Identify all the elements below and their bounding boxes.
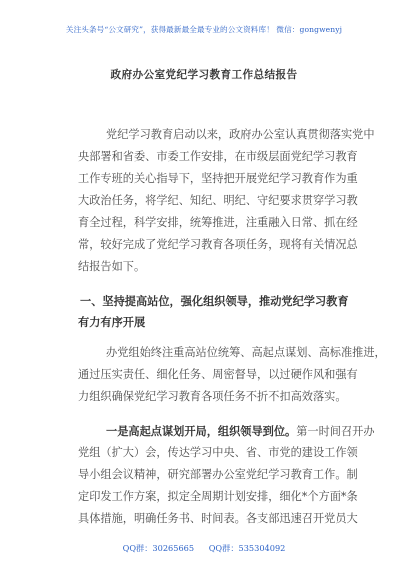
- intro-line: 党纪学习教育启动以来，政府办公室认真贯彻落实党中: [106, 128, 375, 141]
- qq-group-1: QQ群：30265665: [122, 543, 195, 553]
- qq-group-2: QQ群：535304092: [208, 543, 286, 553]
- intro-line: 大政治任务，将学纪、知纪、明纪、守纪要求贯穿学习教: [78, 194, 358, 207]
- body-line: 党组（扩大）会，传达学习中央、省、市党的建设工作领: [78, 446, 358, 459]
- body-line: 力组织确保党纪学习教育各项任务不折不扣高效落实。: [78, 390, 347, 403]
- intro-line: 常，较好完成了党纪学习教育各项任务，现将有关情况总: [78, 238, 358, 251]
- section-heading: 一、坚持提高站位，强化组织领导，推动党纪学习教育: [80, 294, 349, 308]
- body-line: 通过压实责任、细化任务、周密督导，以过硬作风和强有: [78, 368, 358, 381]
- body-line: 具体措施，明确任务书、时间表。各支部迅速召开党员大: [78, 512, 358, 525]
- body-line: 导小组会议精神，研究部署办公室党纪学习教育工作。制: [78, 468, 358, 481]
- paragraph-lead: 一是高起点谋划开局，组织领导到位。: [106, 424, 297, 438]
- intro-line: 结报告如下。: [78, 260, 146, 273]
- section-heading: 有力有序开展: [78, 315, 146, 329]
- body-line: [106, 424, 375, 439]
- header-banner: 关注头条号“公文研究”，获得最新最全最专业的公文资料库！ 微信：gongwenyj: [65, 25, 343, 34]
- intro-line: 工作专班的关心指导下，坚持把开展党纪学习教育作为重: [78, 172, 358, 185]
- body-line: 办党组始终注重高站位统筹、高起点谋划、高标准推进，: [106, 346, 386, 359]
- intro-line: 育全过程，科学安排，统筹推进，注重融入日常、抓在经: [78, 216, 358, 229]
- footer-contacts: [0, 543, 408, 554]
- body-line: 定印发工作方案，拟定全周期计划安排，细化*个方面*条: [78, 490, 358, 503]
- paragraph-lead-rest: 第一时间召开办: [296, 425, 375, 438]
- document-title: 政府办公室党纪学习教育工作总结报告: [110, 69, 298, 81]
- intro-line: 央部署和省委、市委工作安排，在市级层面党纪学习教育: [78, 150, 358, 163]
